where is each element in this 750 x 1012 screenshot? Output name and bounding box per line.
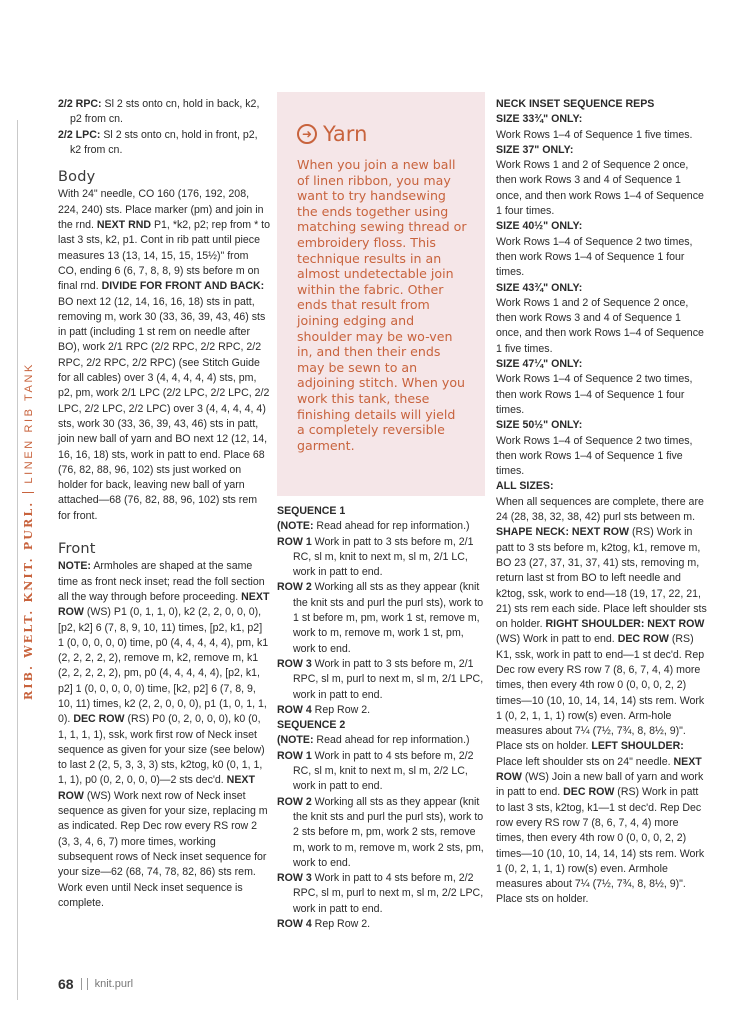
seq1-row — [277, 703, 485, 718]
row-label: ROW 4 — [277, 918, 312, 931]
text-run: (RS) Work in patt to 3 sts before m, k2tog, k1, remove m, BO 23 (27, 37, 31, 37, 41) sts, removing m, return last st from BO to left needle and k2tog, ssk, work to end—18 (19, 17, 22, 21, 21) sts rem each side. Place left shoulder sts on holder. — [496, 526, 707, 631]
row-label: ROW 4 — [277, 703, 312, 716]
all-sizes-text — [496, 495, 708, 908]
row-text: Working all sts as they appear (knit the knit sts and purl the purl sts), work to 1 st before m, pm, work 1 st, remove m, work to m, remove m, work 1 st, pm, work to end. — [293, 581, 484, 655]
text-run: Armholes are shaped at the same time as front neck inset; read the foll section all the way through before proceeding. — [58, 560, 265, 603]
row-label: ROW 3 — [277, 872, 312, 885]
row-text: Rep Row 2. — [311, 703, 371, 716]
stitch-guide — [58, 97, 270, 158]
row-label: ROW 1 — [277, 749, 312, 762]
row-label: ROW 2 — [277, 795, 312, 808]
stitch-rpc — [58, 97, 270, 128]
stitch-label: 2/2 LPC: — [58, 128, 101, 141]
size-text: Work Rows 1 and 2 of Sequence 2 once, then work Rows 3 and 4 of Sequence 1 once, and then work Rows 1–4 of Sequence 1 five times. — [496, 296, 704, 355]
text-run: (RS) Work in patt to last 3 sts, k2tog, k1—1 st dec'd. Rep Dec row every RS row 7 (8, 6, 7, 4, 4) more times, then every 4th row 0 (0, 0, 0, 2, 2) times—10 (10, 10, 14, 14, 14) sts rem. Work 1 (0, 2, 1, 1, 1) row(s) even. Armhole measures about 7¼ (7½, 7¾, 8, 8½, 9)". Place sts on holder. — [496, 786, 705, 906]
column-3 — [496, 97, 708, 908]
row-text: Work in patt to 3 sts before m, 2/1 RC, sl m, knit to next m, sl m, 2/1 LC, work in patt to end. — [293, 535, 474, 579]
bold-run: DEC ROW — [617, 633, 669, 646]
column-2 — [277, 504, 485, 932]
side-running-head — [22, 362, 35, 700]
seq2-row — [277, 871, 485, 917]
bold-run: RIGHT SHOULDER: NEXT ROW — [545, 618, 705, 631]
size-text: Work Rows 1–4 of Sequence 2 two times, then work Rows 1–4 of Sequence 1 four times. — [496, 235, 693, 279]
size-text: Work Rows 1–4 of Sequence 2 two times, then work Rows 1–4 of Sequence 1 four times. — [496, 373, 693, 416]
seq2-row — [277, 917, 485, 932]
yarn-sidebar — [277, 92, 485, 496]
row-text: Rep Row 2. — [311, 918, 371, 931]
row-text: Work in patt to 4 sts before m, 2/2 RPC, sl m, purl to next m, sl m, 2/2 LPC, work in patt to end. — [293, 872, 484, 915]
size-text: Work Rows 1–4 of Sequence 2 two times, then work Rows 1–4 of Sequence 1 five times. — [496, 434, 693, 478]
body-heading: Body — [58, 169, 96, 186]
row-text: Working all sts as they appear (knit the knit sts and purl the purl sts), work to 2 sts before m, pm, work 2 sts, remove m, work to m, remove m, work 2 sts, pm, work to end. — [293, 795, 484, 869]
front-heading: Front — [58, 541, 96, 558]
size-text: Work Rows 1–4 of Sequence 1 five times. — [496, 128, 693, 141]
text-run: (WS) Join a new ball of yarn and work in patt to end. — [496, 771, 704, 799]
bold-run: DEC ROW — [563, 786, 615, 799]
bold-run: SHAPE NECK: NEXT ROW — [496, 526, 630, 539]
sequence-2-heading: SEQUENCE 2 — [277, 719, 346, 732]
row-label: ROW 1 — [277, 535, 312, 548]
text-run: BO next 12 (12, 14, 16, 16, 18) sts in patt, removing m, work 30 (33, 36, 39, 43, 46) sts in patt (including 1 st rem on needle after BO), work 2/1 RPC (2/2 RPC, 2/2 RPC, 2/2 RPC, 2/2 RPC, 2/2 RPC) (see Stitch Guide for all cables) over 3 (4, 4, 4, 4, 4) sts, pm, p2, pm, work 2/1 LPC (2/2 LPC, 2/2 LPC, 2/2 LPC, 2/2 LPC, 2/2 LPC) over 3 (4, 4, 4, 4, 4) sts, work 30 (33, 36, 39, 43, 46) sts in patt, join new ball of yarn and BO next 12 (12, 14, 16, 16, 18) sts, work in patt to end. Place 68 (76, 82, 88, 96, 102) sts just worked on holder for back, leaving new ball of yarn attached—68 (76, 82, 88, 96, 102) sts rem for front. — [58, 295, 270, 522]
text-run: With 24" needle, CO 160 (176, 192, 208, 224, 240) sts. Place marker (pm) and join in the rnd. — [58, 188, 264, 232]
seq1-row — [277, 657, 485, 703]
seq1-row — [277, 535, 485, 581]
side-title: LINEN RIB TANK — [23, 362, 35, 484]
text-run: When all sequences are complete, there are 24 (28, 38, 32, 38, 42) purl sts between m. — [496, 495, 704, 524]
footer-brand: knit.purl — [94, 978, 134, 990]
bold-run: NEXT RND — [96, 219, 152, 232]
front-text — [58, 559, 270, 911]
stitch-label: 2/2 RPC: — [58, 98, 102, 110]
text-run: (WS) Work next row of Neck inset sequence as given for your size, replacing m as indicated. Rep Dec row every RS row 2 (3, 3, 4, 6, 7) more times, working subsequent rows of Neck inset sequence for your size—62 (68, 74, 78, 82, 86) sts rem. Work even until Neck inset sequence is complete. — [58, 789, 268, 909]
sequence-1-note — [277, 519, 485, 534]
text-run: (WS) Work in patt to end. — [496, 633, 618, 646]
sequence-1-heading: SEQUENCE 1 — [277, 505, 346, 517]
bold-run: NEXT ROW — [58, 590, 270, 619]
row-text: Work in patt to 3 sts before m, 2/1 RPC, sl m, purl to next m, sl m, 2/1 LPC, work in patt to end. — [293, 657, 484, 701]
body-text — [58, 187, 270, 524]
yarn-tip-text: When you join a new ball of linen ribbon, you may want to try handsewing the ends together using matching sewing thread or embroidery floss. This technique results in an almost undetectable join within the fabric. Other ends that result from joining edging and shoulder may be wo-ven in, and then their ends may be sewn to an adjoining stitch. When you work this tank, these finishing details will yield a completely reversible garment. — [297, 157, 467, 453]
sequence-2-note — [277, 733, 485, 748]
yarn-title-text: Yarn — [323, 122, 368, 146]
row-label: ROW 3 — [277, 657, 312, 670]
seq2-row — [277, 795, 485, 871]
text-run: (RS) K1, ssk, work in patt to end—1 st dec'd. Rep Dec row every RS row 7 (8, 6, 7, 4, 4) more times, then every 4th row 0 (0, 0, 0, 2, 2) times—10 (10, 10, 14, 14, 14) sts rem. Work 1 (0, 2, 1, 1, 1) row(s) even. Arm-hole measures about 7¼ (7½, 7¾, 8, 8½, 9)". Place sts on holder. — [496, 633, 705, 753]
text-run: (WS) P1 (0, 1, 1, 0), k2 (2, 2, 0, 0, 0), [p2, k2] 6 (7, 8, 9, 10, 11) times, [p2, k1, p2] 1 (0, 0, 0, 0, 0) time, p0 (4, 4, 4, 4, 4), pm, k1 (2, 2, 2, 2, 2), remove m, k2, remove m, k1 (2, 2, 2, 2, 2), pm, p0 (4, 4, 4, 4, 4), [p2, k1, p2] 1 (0, 0, 0, 0, 0) time, [k2, p2] 6 (7, 8, 9, 10, 11) times, k2 (2, 2, 0, 0, 0), p1 (1, 0, 1, 1, 0). — [58, 606, 269, 726]
all-sizes-heading: ALL SIZES: — [496, 480, 554, 493]
note-label: (NOTE: — [277, 520, 314, 533]
yarn-title — [297, 122, 367, 146]
size-text: Work Rows 1 and 2 of Sequence 2 once, then work Rows 3 and 4 of Sequence 1 once, and then work Rows 1–4 of Sequence 1 four times. — [496, 159, 704, 218]
seq1-row — [277, 580, 485, 656]
text-run: P1, *k2, p2; rep from * to last 3 sts, k2, p1. Cont in rib patt until piece measures 13 (13, 14, 15, 15, 15½)" from CO, ending 6 (6, 7, 8, 8, 9) sts before m on final rnd. — [58, 219, 270, 293]
bold-run: NOTE: — [58, 560, 91, 573]
side-rule — [17, 120, 18, 1000]
size-heading: SIZE 33¾" ONLY: — [496, 113, 583, 126]
page-footer — [58, 976, 133, 992]
stitch-text: Sl 2 sts onto cn, hold in back, k2, p2 from cn. — [70, 98, 260, 126]
bold-run: LEFT SHOULDER: — [591, 740, 684, 753]
size-heading: SIZE 43¾" ONLY: — [496, 281, 583, 294]
size-heading: SIZE 40½" ONLY: — [496, 220, 583, 233]
seq2-row — [277, 749, 485, 795]
page-number: 68 — [58, 976, 74, 992]
arrow-right-circle-icon: ➜ — [297, 124, 317, 144]
size-heading: SIZE 37" ONLY: — [496, 143, 574, 156]
row-text: Work in patt to 4 sts before m, 2/2 RC, sl m, knit to next m, sl m, 2/2 LC, work in patt to end. — [293, 749, 474, 793]
bold-run: NEXT ROW — [58, 774, 255, 802]
note-text: Read ahead for rep information.) — [313, 520, 470, 533]
stitch-lpc — [58, 128, 270, 159]
text-run: (RS) P0 (0, 2, 0, 0, 0), k0 (0, 1, 1, 1, 1), ssk, work first row of Neck inset sequence as given for your size (see below) to last 2 (2, 5, 3, 3, 3) sts, k2tog, k0 (0, 1, 1, 1, 1), p0 (0, 2, 0, 0, 0)—2 sts dec'd. — [58, 713, 265, 787]
text-run: Place left shoulder sts on 24" needle. — [496, 755, 674, 768]
note-label: (NOTE: — [277, 734, 314, 747]
column-1 — [58, 97, 270, 911]
neck-inset-heading: NECK INSET SEQUENCE REPS — [496, 98, 655, 110]
bold-run: DEC ROW — [73, 713, 125, 726]
side-slogan: RIB. WELT. KNIT. PURL. — [22, 500, 35, 700]
row-label: ROW 2 — [277, 581, 312, 594]
stitch-text: Sl 2 sts onto cn, hold in front, p2, k2 from cn. — [70, 128, 258, 156]
side-separator — [22, 492, 34, 493]
size-heading: SIZE 47¼" ONLY: — [496, 358, 583, 371]
note-text: Read ahead for rep information.) — [313, 734, 470, 747]
size-heading: SIZE 50½" ONLY: — [496, 419, 583, 432]
footer-divider — [81, 978, 88, 990]
bold-run: DIVIDE FOR FRONT AND BACK: — [101, 280, 265, 293]
bold-run: NEXT ROW — [496, 755, 702, 784]
